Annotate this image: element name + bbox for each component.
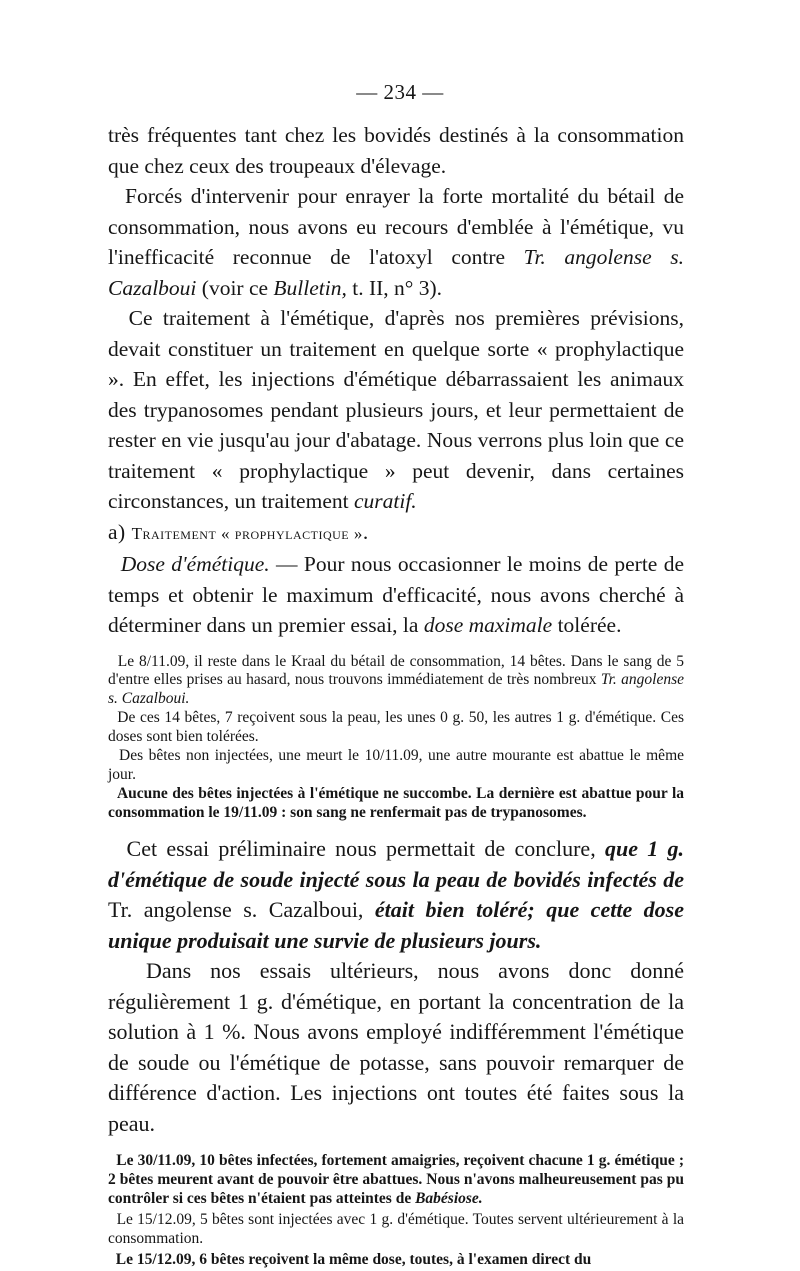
paragraph-later-trials <box>108 956 684 1139</box>
note-1 <box>108 653 684 709</box>
note-b-1-babesiose: Babésiose. <box>415 1190 483 1207</box>
p2-text-a: Forcés d'intervenir pour enrayer la forte mortalité du bétail de consommation, nous avons eu recours d'emblée à l'émétique, vu l'inefficacité reconnue de l'atoxyl contre <box>108 184 685 269</box>
heading-title: Traitement « prophylactique » <box>131 523 363 543</box>
note-3 <box>108 747 684 784</box>
notes-block-2 <box>108 1151 684 1269</box>
paragraph-2 <box>108 181 684 303</box>
note-b-1 <box>108 1151 684 1208</box>
section-heading <box>108 517 684 550</box>
heading-prefix: a) <box>108 519 132 544</box>
note-1-text: Le 8/11.09, il reste dans le Kraal du bétail de consommation, 14 bêtes. Dans le sang de 5 d'entre elles prises au hasard, nous trouvons immédiatement de très nombreux <box>108 652 684 688</box>
note-3-text: Des bêtes non injectées, une meurt le 10/11.09, une autre mourante est abattue le même jour. <box>108 747 685 783</box>
note-2-text: De ces 14 bêtes, 7 reçoivent sous la peau, les unes 0 g. 50, les autres 1 g. d'émétique. Ces doses sont bien tolérées. <box>108 709 685 745</box>
note-2 <box>108 709 684 746</box>
p3-text: Ce traitement à l'émétique, d'après nos premières prévisions, devait constituer un traitement en quelque sorte « prophylactique ». En effet, les injections d'émétique débarrassaient les animaux des trypanosomes pendant plusieurs jours, et leur permettaient de rester en vie jusqu'au jour d'abatage. Nous verrons plus loin que ce traitement « prophylactique » peut devenir, dans certaines circonstances, un traitement <box>108 306 684 513</box>
p2-text-b: (voir ce <box>196 275 274 300</box>
paragraph-1: très fréquentes tant chez les bovidés destinés à la consommation que chez ceux des troupeaux d'élevage. <box>108 123 684 178</box>
dose-text: — Pour nous occasionner le moins de perte de temps et obtenir le maximum d'efficacité, nous avons cherché à déterminer dans un premier essai, la <box>108 552 685 637</box>
note-4-text: Aucune des bêtes injectées à l'émétique ne succombe. La dernière est abattue pour la consommation le 19/11.09 : son sang ne renfermait pas de trypanosomes. <box>108 785 685 821</box>
dose-maximale: dose maximale <box>423 613 553 637</box>
paragraph-dose <box>108 549 684 641</box>
note-b-2-text: Le 15/12.09, 5 bêtes sont injectées avec 1 g. d'émétique. Toutes servent ultérieurement à la consommation. <box>108 1211 685 1247</box>
conclusion-paragraph <box>108 834 684 956</box>
note-b-3-text: Le 15/12.09, 6 bêtes reçoivent la même dose, toutes, à l'examen direct du <box>115 1251 592 1268</box>
dose-end: tolérée. <box>552 613 622 637</box>
p2-bulletin: Bulletin, <box>273 275 347 300</box>
later-trials-text: Dans nos essais ultérieurs, nous avons donc donné régulièrement 1 g. d'émétique, en portant la concentration de la solution à 1 %. Nous avons employé indifféremment l'émétique de soude ou l'émétique de potasse, sans pouvoir remarquer de différence d'action. Les injections ont toutes été faites sous la peau. <box>108 958 684 1136</box>
p2-species: Tr. angolense s. Cazalboui <box>108 245 684 300</box>
note-b-2 <box>108 1210 684 1248</box>
page-number: — 234 — <box>356 80 444 104</box>
page-body <box>108 120 684 1271</box>
heading-suffix: . <box>362 519 369 544</box>
conclusion-text: Cet essai préliminaire nous permettait de conclure, <box>126 836 605 861</box>
note-4 <box>108 785 684 822</box>
p2-text-c: t. II, n° 3). <box>346 275 443 300</box>
note-b-1-text: Le 30/11.09, 10 bêtes infectées, fortement amaigries, reçoivent chacune 1 g. émétique ; 2 bêtes meurent avant de pouvoir être abattues. Nous n'avons malheureusement pas pu contrôler si ces bêtes n'étaient pas atteintes de <box>108 1152 685 1207</box>
paragraph-3 <box>108 303 684 517</box>
dose-label: Dose d'émétique. <box>120 552 270 576</box>
p3-curatif: curatif. <box>353 489 417 513</box>
conclusion-italic-1: que 1 g. d'émétique de soude injecté sous la peau de bovidés infectés de <box>108 836 684 892</box>
note-1-species: Tr. angolense s. Cazalboui. <box>108 671 684 707</box>
conclusion-species: Tr. angolense s. Cazalboui, <box>108 897 375 922</box>
conclusion-italic-2: était bien toléré; que cette dose unique produisait une survie de plusieurs jours. <box>108 897 685 953</box>
notes-block-1 <box>108 653 684 823</box>
